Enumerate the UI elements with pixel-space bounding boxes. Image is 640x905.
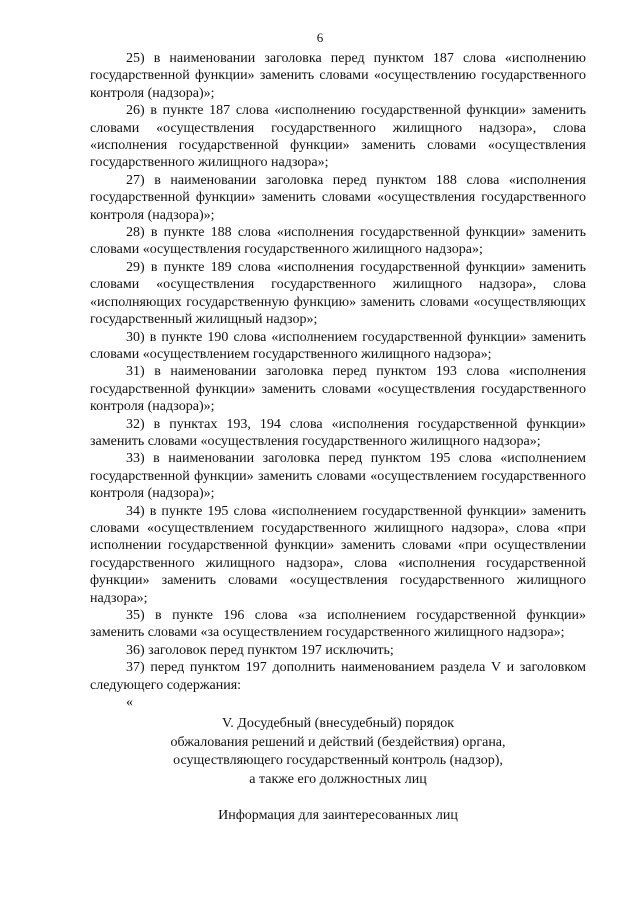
subheading: Информация для заинтересованных лиц bbox=[218, 808, 458, 824]
section-heading-line: осуществляющего государственный контроль (надзор), bbox=[173, 753, 503, 769]
paragraph-30: 30) в пункте 190 слова «исполнением государственной функции» заменить словами «осуществлением государственного жилищного надзора»; bbox=[90, 329, 586, 362]
paragraph-36: 36) заголовок перед пунктом 197 исключить; bbox=[126, 642, 394, 658]
section-heading-line: V. Досудебный (внесудебный) порядок bbox=[221, 716, 455, 732]
paragraph-25: 25) в наименовании заголовка перед пунктом 187 слова «исполнению государственной функции» заменить словами «осуществлению государственного контроля (надзора)»; bbox=[90, 51, 586, 101]
section-heading-line: а также его должностных лиц bbox=[249, 771, 427, 787]
paragraph-26: 26) в пункте 187 слова «исполнению государственной функции» заменить словами «осуществления государственного жилищного надзора», слова «исполнения государственной функции» заменить словами «осуществления государственного жилищного надзора»; bbox=[90, 103, 586, 171]
page-number: 6 bbox=[316, 30, 324, 45]
paragraph-29: 29) в пункте 189 слова «исполнения государственной функции» заменить словами «осуществления государственного жилищного надзора», слова «исполняющих государственную функцию» заменить словами «осуществляющих государственный жилищный надзор»; bbox=[90, 259, 586, 328]
section-heading-line: обжалования решений и действий (бездействия) органа, bbox=[170, 734, 506, 750]
paragraph-37: 37) перед пунктом 197 дополнить наименованием раздела V и заголовком следующего содержания: bbox=[90, 660, 586, 693]
section-heading bbox=[90, 715, 586, 789]
paragraph-35: 35) в пункте 196 слова «за исполнением государственной функции» заменить словами «за осуществлением государственного жилищного надзора»; bbox=[90, 608, 586, 641]
paragraph-28: 28) в пункте 188 слова «исполнения государственной функции» заменить словами «осуществления государственного жилищного надзора»; bbox=[90, 225, 586, 258]
opening-quote: « bbox=[126, 695, 133, 711]
paragraph-34: 34) в пункте 195 слова «исполнением государственной функции» заменить словами «осуществлением государственного жилищного надзора», слова «при исполнении государственной функции» заменить словами «при осуществлении государственного жилищного надзора», слова «исполнения государственной функции» заменить словами «осуществления государственного жилищного надзора»; bbox=[90, 503, 586, 606]
paragraph-31: 31) в наименовании заголовка перед пунктом 193 слова «исполнения государственной функции» заменить словами «осуществления государственного контроля (надзора)»; bbox=[90, 364, 586, 415]
paragraph-27: 27) в наименовании заголовка перед пунктом 188 слова «исполнения государственной функции» заменить словами «осуществления государственного контроля (надзора)»; bbox=[90, 172, 586, 223]
paragraph-32: 32) в пунктах 193, 194 слова «исполнения государственной функции» заменить словами «осуществления государственного жилищного надзора»; bbox=[90, 416, 586, 449]
paragraph-33: 33) в наименовании заголовка перед пунктом 195 слова «исполнением государственной функции» заменить словами «осуществлением государственного контроля (надзора)»; bbox=[90, 451, 586, 502]
document-body bbox=[90, 50, 586, 825]
